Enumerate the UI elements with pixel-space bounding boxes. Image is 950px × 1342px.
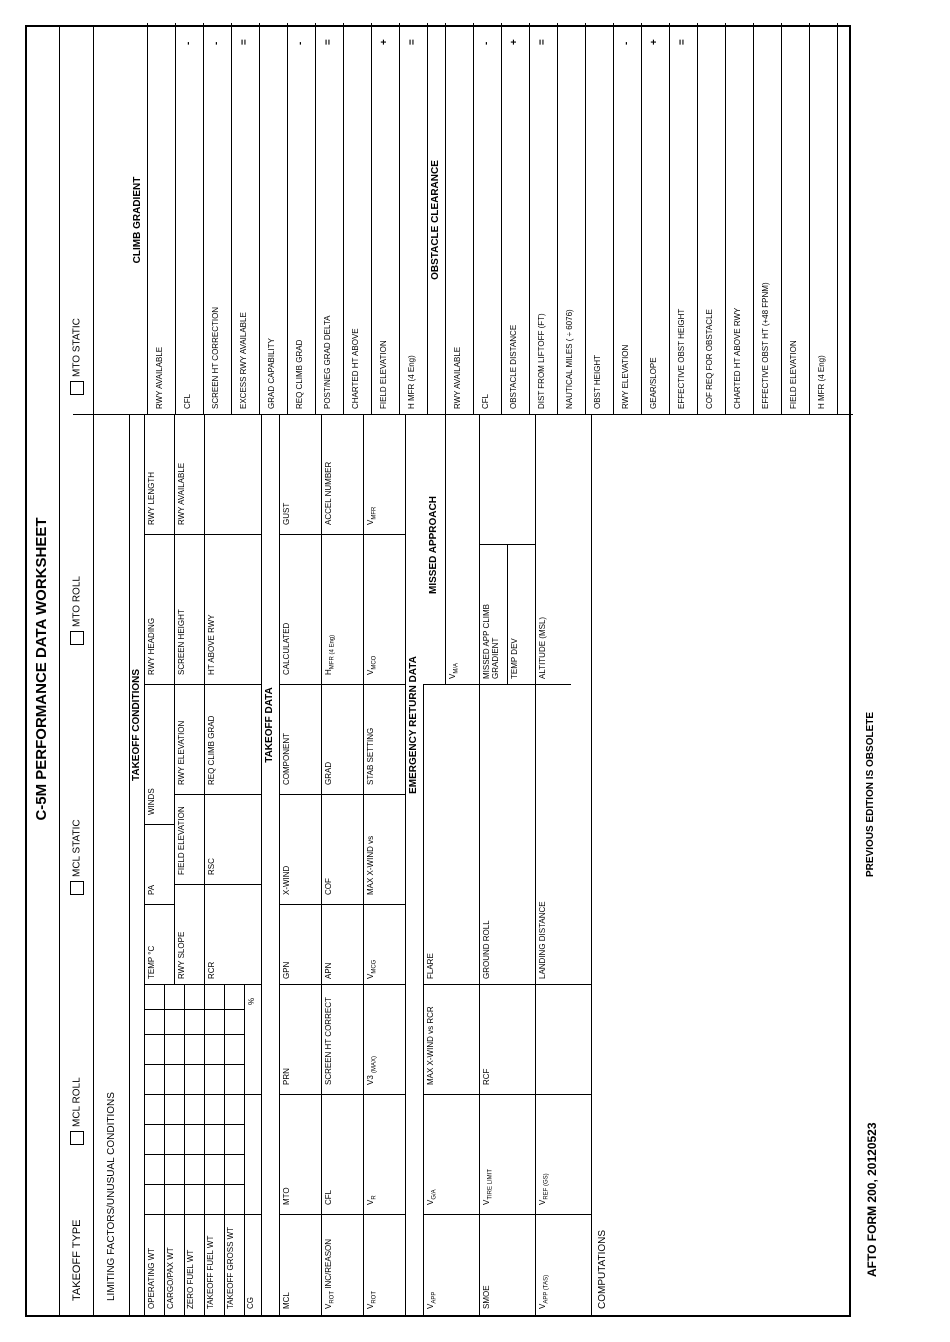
oc-row-symbol: + xyxy=(649,39,660,45)
cg-row-label: RWY AVAILABLE xyxy=(155,346,164,409)
oc-row-line xyxy=(613,23,614,415)
cg-row-symbol: = xyxy=(407,39,418,45)
oc-row-symbol: + xyxy=(509,39,520,45)
oc-row-line xyxy=(529,23,530,415)
cg-row-line xyxy=(427,23,428,415)
vma-label: $V_{M/A}$ xyxy=(448,662,460,679)
computations-label[interactable]: COMPUTATIONS xyxy=(597,1229,608,1309)
vrot-inc-label: $V_{ROT}$ INC/REASON xyxy=(324,1238,336,1309)
rwy-elevation-label: RWY ELEVATION xyxy=(177,720,186,785)
oc-row-label: OBSTACLE DISTANCE xyxy=(509,324,518,409)
oc-row-line xyxy=(809,23,810,415)
temp-label: TEMP °C xyxy=(147,945,156,979)
cg-percent: % xyxy=(247,997,256,1005)
rwy-slope-label: RWY SLOPE xyxy=(177,931,186,979)
cg-row-line xyxy=(203,23,204,415)
cg-row-label: REQ CLIMB GRAD xyxy=(295,339,304,409)
cg-row-line xyxy=(287,23,288,415)
weight-takeoff-fuel: TAKEOFF FUEL WT xyxy=(206,1235,215,1309)
vmcg-label: $V_{MCG}$ xyxy=(366,959,378,979)
cg-row-label: SCREEN HT CORRECTION xyxy=(211,306,220,409)
takeoff-conditions-header: TAKEOFF CONDITIONS xyxy=(131,668,142,782)
grad-label: GRAD xyxy=(324,761,333,785)
cof-label: COF xyxy=(324,878,333,895)
ht-above-rwy-label: HT ABOVE RWY xyxy=(207,614,216,675)
cg-row-line xyxy=(175,23,176,415)
pa-label: PA xyxy=(147,884,156,895)
field-elevation-label: FIELD ELEVATION xyxy=(177,806,186,875)
winds-label: WINDS xyxy=(147,788,156,815)
cg-row-symbol: = xyxy=(323,39,334,45)
calculated-label: CALCULATED xyxy=(282,622,291,675)
vtire-label: $V_{TIRE LIMIT}$ xyxy=(482,1168,494,1205)
oc-row-line xyxy=(557,23,558,415)
rwy-available-label: RWY AVAILABLE xyxy=(177,462,186,525)
oc-row-line xyxy=(473,23,474,415)
oc-row-label: CHARTED HT ABOVE RWY xyxy=(733,307,742,409)
vga-label: $V_{G/A}$ xyxy=(426,1189,438,1205)
oc-row-label: H MFR (4 Eng) xyxy=(817,355,826,409)
mcl-label: MCL xyxy=(282,1292,291,1309)
vapp-label: $V_{APP}$ xyxy=(426,1291,438,1309)
oc-row-label: FIELD ELEVATION xyxy=(789,340,798,409)
vr-label: $V_R$ xyxy=(366,1195,378,1205)
vref-label: $V_{REF (GS)}$ xyxy=(538,1173,550,1205)
oc-row-line xyxy=(641,23,642,415)
oc-row-line xyxy=(669,23,670,415)
oc-row-label: CFL xyxy=(481,393,490,409)
cg-row-symbol: = xyxy=(239,39,250,45)
rwy-heading-label: RWY HEADING xyxy=(147,617,156,675)
oc-row-label: COF REQ FOR OBSTACLE xyxy=(705,309,714,409)
cg-row-line xyxy=(371,23,372,415)
oc-row-symbol: = xyxy=(677,39,688,45)
cg-row-label: CHARTED HT ABOVE xyxy=(351,328,360,409)
cg-row-symbol: - xyxy=(295,41,306,45)
cg-row-line xyxy=(343,23,344,415)
takeoff-type-label: TAKEOFF TYPE xyxy=(71,1219,83,1301)
cg-row-line xyxy=(259,23,260,415)
oc-row-symbol: - xyxy=(481,41,492,45)
weight-operating: OPERATING WT xyxy=(147,1247,156,1309)
rwy-length-label: RWY LENGTH xyxy=(147,471,156,525)
apn-label: APN xyxy=(324,962,333,979)
cg-row-line xyxy=(315,23,316,415)
cg-row-label: H MFR (4 Eng) xyxy=(407,355,416,409)
v3max-label: V3 $_{(MAX)}$ xyxy=(366,1055,378,1085)
oc-row-line xyxy=(837,23,838,415)
cg-row-symbol: + xyxy=(379,39,390,45)
oc-row-symbol: = xyxy=(537,39,548,45)
altitude-msl-label: ALTITUDE (MSL) xyxy=(538,616,547,679)
obstacle-clearance-header: OBSTACLE CLEARANCE xyxy=(430,160,441,280)
ground-roll-label: GROUND ROLL xyxy=(482,920,491,979)
weight-takeoff-gross: TAKEOFF GROSS WT xyxy=(226,1226,235,1309)
max-xwind-rcr-label: MAX X-WIND vs RCR xyxy=(426,1006,435,1085)
form-title: C-5M PERFORMANCE DATA WORKSHEET xyxy=(33,517,50,821)
cg-row-label: GRAD CAPABILITY xyxy=(267,338,276,409)
oc-row-label: DIST FROM LIFTOFF (FT) xyxy=(537,313,546,409)
req-climb-grad-label: REQ CLIMB GRAD xyxy=(207,715,216,785)
limiting-row[interactable] xyxy=(93,27,129,1315)
landing-distance-label: LANDING DISTANCE xyxy=(538,901,547,979)
emergency-header: EMERGENCY RETURN DATA xyxy=(408,656,419,794)
checkbox-icon[interactable] xyxy=(70,631,84,645)
oc-row-line xyxy=(753,23,754,415)
rcf-label: RCF xyxy=(482,1068,491,1085)
screen-ht-correct-label: SCREEN HT CORRECT xyxy=(324,997,333,1085)
oc-row-label: OBST HEIGHT xyxy=(593,354,602,409)
option-mcl-static[interactable]: MCL STATIC xyxy=(70,819,84,895)
checkbox-icon[interactable] xyxy=(70,1131,84,1145)
vmfr-label: $V_{MFR}$ xyxy=(366,506,378,525)
temp-dev-label: TEMP DEV xyxy=(510,638,519,679)
flare-label: FLARE xyxy=(426,953,435,979)
obsolete-note: PREVIOUS EDITION IS OBSOLETE xyxy=(865,711,876,877)
oc-row-label: EFFECTIVE OBST HT (+48 FPNM) xyxy=(761,282,770,409)
weight-cg: CG xyxy=(246,1297,255,1309)
vapp-tas-label: $V_{APP (TAS)}$ xyxy=(538,1274,550,1309)
hmfr-label: $H_{MFR (4 Eng)}$ xyxy=(324,634,336,675)
screen-height-label: SCREEN HEIGHT xyxy=(177,609,186,675)
cg-row-label: POST/NEG GRAD DELTA xyxy=(323,315,332,409)
missed-approach-header: MISSED APPROACH xyxy=(428,496,439,594)
rsc-label: RSC xyxy=(207,858,216,875)
oc-row-line xyxy=(725,23,726,415)
option-mcl-roll[interactable]: MCL ROLL xyxy=(70,1077,84,1145)
checkbox-icon[interactable] xyxy=(70,881,84,895)
missed-app-climb-label: MISSED APP CLIMB GRADIENT xyxy=(482,604,500,679)
option-mto-static[interactable]: MTO STATIC xyxy=(70,318,84,395)
form-id: AFTO FORM 200, 20120523 xyxy=(865,1122,879,1277)
oc-row-label: EFFECTIVE OBST HEIGHT xyxy=(677,308,686,409)
vmco-label: $V_{MCO}$ xyxy=(366,655,378,675)
weight-cargo: CARGO/PAX WT xyxy=(166,1247,175,1309)
oc-row-line xyxy=(781,23,782,415)
climb-gradient-header: CLIMB GRADIENT xyxy=(132,176,143,264)
oc-row-line xyxy=(501,23,502,415)
cg-row-symbol: - xyxy=(183,41,194,45)
max-xwind-label: MAX X-WIND vs xyxy=(366,835,375,895)
cg-row-line xyxy=(399,23,400,415)
oc-row-label: RWY ELEVATION xyxy=(621,344,630,409)
xwind-label: X-WIND xyxy=(282,865,291,895)
cfl-label: CFL xyxy=(324,1189,333,1205)
cg-row-symbol: - xyxy=(211,41,222,45)
limiting-label: LIMITING FACTORS/UNUSUAL CONDITIONS xyxy=(106,1092,117,1301)
prn-label: PRN xyxy=(282,1068,291,1085)
oc-row-label: RWY AVAILABLE xyxy=(453,346,462,409)
option-mto-roll[interactable]: MTO ROLL xyxy=(70,576,84,645)
cg-row-line xyxy=(231,23,232,415)
checkbox-icon[interactable] xyxy=(70,381,84,395)
oc-row-symbol: - xyxy=(621,41,632,45)
rcr-label: RCR xyxy=(207,961,216,979)
oc-row-label: GEAR/SLOPE xyxy=(649,357,658,409)
oc-row-line xyxy=(697,23,698,415)
weight-zero-fuel: ZERO FUEL WT xyxy=(186,1249,195,1309)
oc-row-line xyxy=(585,23,586,415)
gust-label: GUST xyxy=(282,502,291,525)
worksheet-form xyxy=(25,25,925,1317)
mto-label: MTO xyxy=(282,1187,291,1205)
vrot-label: $V_{ROT}$ xyxy=(366,1290,378,1309)
takeoff-data-header: TAKEOFF DATA xyxy=(264,687,275,763)
cg-row-label: FIELD ELEVATION xyxy=(379,340,388,409)
takeoff-type-row xyxy=(59,27,93,1315)
oc-row-label: NAUTICAL MILES ( ÷ 6076) xyxy=(565,309,574,409)
accel-number-label: ACCEL NUMBER xyxy=(324,461,333,525)
smoe-label: SMOE xyxy=(482,1285,491,1309)
cg-row-label: EXCESS RWY AVAILABLE xyxy=(239,312,248,409)
stab-setting-label: STAB SETTING xyxy=(366,727,375,785)
cg-row-label: CFL xyxy=(183,393,192,409)
form-border xyxy=(25,25,851,1317)
gpn-label: GPN xyxy=(282,961,291,979)
component-label: COMPONENT xyxy=(282,733,291,785)
